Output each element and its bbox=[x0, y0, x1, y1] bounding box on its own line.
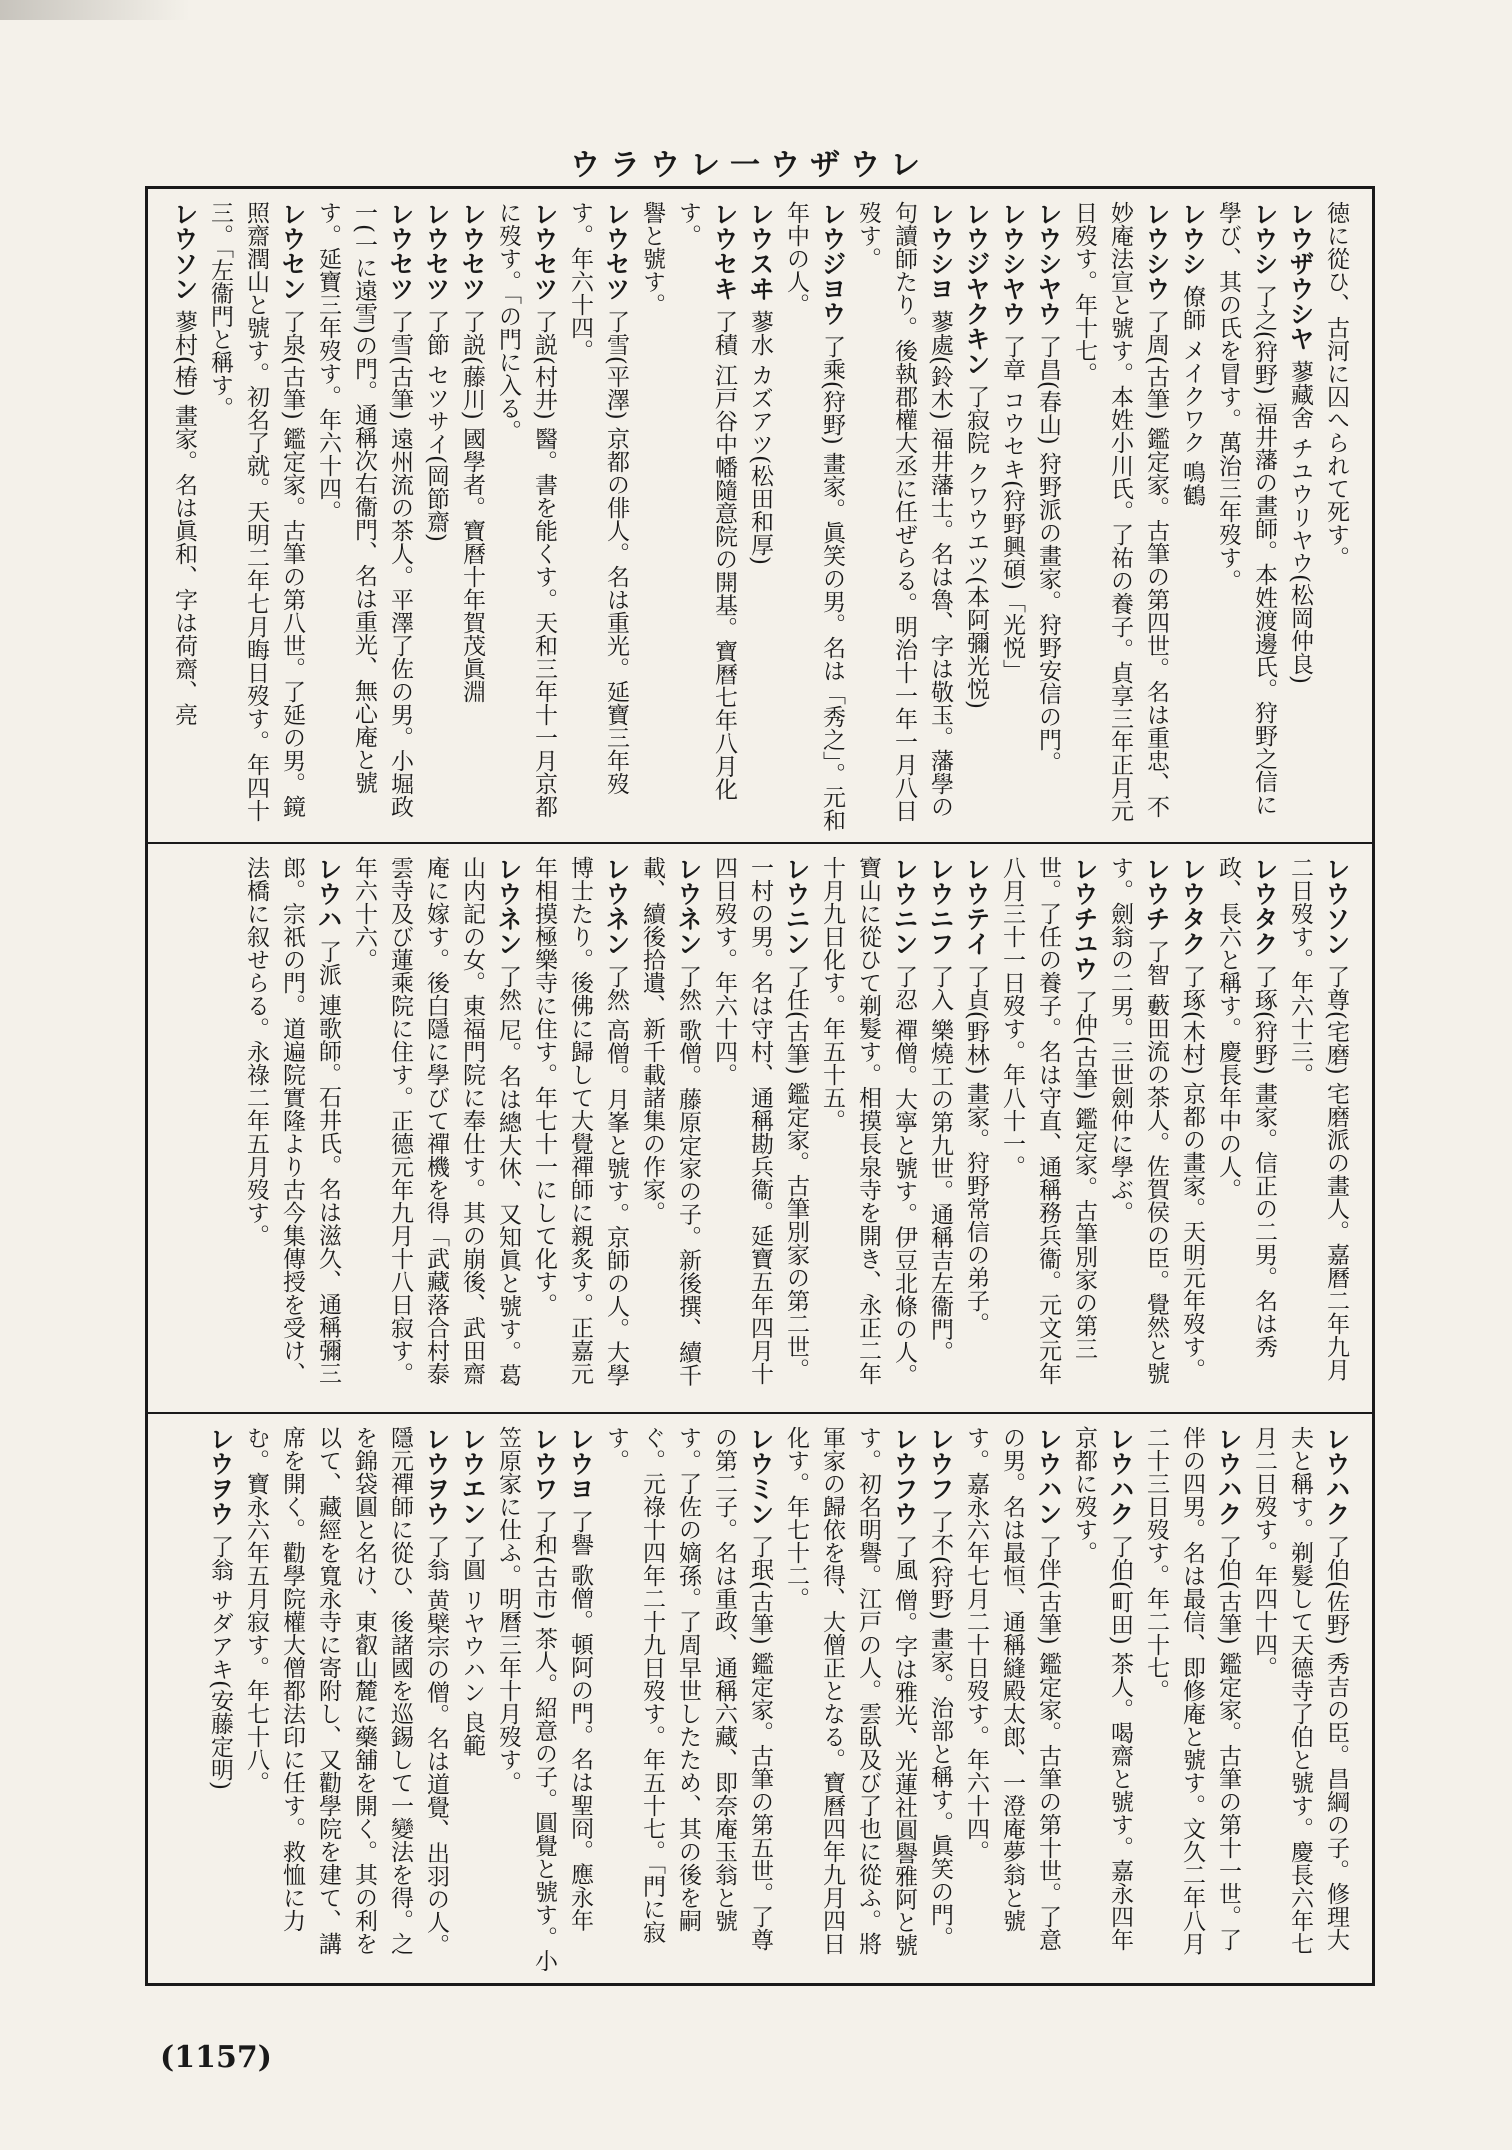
section-bottom bbox=[148, 1414, 1372, 1983]
entry-headword: レウニン bbox=[782, 856, 811, 965]
dictionary-entry bbox=[454, 1426, 490, 1973]
entry-headword: レウハン bbox=[1034, 1426, 1063, 1535]
dictionary-entry bbox=[310, 201, 418, 832]
entry-headword: レウタク bbox=[1250, 856, 1279, 965]
dictionary-entry bbox=[454, 201, 490, 832]
section-middle bbox=[148, 844, 1372, 1414]
entry-text: 了珉(古筆) 鑑定家。古筆の第五世。了尊の第二子。名は重政、通稱六藏、即奈庵玉翁と號す。了佐の嫡孫。了周早世したため、其の後を嗣ぐ。元祿十四年二十九日歿す。年五十七。「門に寂す。 bbox=[603, 1426, 773, 1951]
entry-text: 了仲(古筆) 鑑定家。古筆別家の第三世。了任の養子。名は守直、通稱務兵衞。元文元年八月三十一日歿す。年八十一。 bbox=[999, 856, 1097, 1385]
dictionary-entry bbox=[670, 201, 742, 832]
entry-headword: レウニン bbox=[890, 856, 919, 965]
entry-text: 了派 連歌師。石井氏。名は滋久、通稱彌三郎。宗祇の門。道遍院實隆より古今集傳授を受け、法橋に叙せらる。永祿二年五月歿す。 bbox=[243, 856, 341, 1385]
entry-text: 了然 高僧。月峯と號す。京師の人。大學博士たり。後佛に歸して大覺禪師に親炙す。正嘉元年相摸極樂寺に住す。年七十一にして化す。 bbox=[531, 856, 629, 1387]
entry-text: 蓼村(椿) 畫家。名は眞和、字は荷齋、亮 bbox=[171, 309, 197, 726]
entry-headword: レウテイ bbox=[962, 856, 991, 965]
entry-headword: レウザウシヤ bbox=[1286, 201, 1315, 360]
dictionary-entry bbox=[922, 1426, 958, 1973]
entry-text: 了和(古市) 茶人。紹意の子。圓覺と號す。小笠原家に仕ふ。明曆三年十月歿す。 bbox=[495, 1426, 557, 1972]
entry-text: 了不(狩野) 畫家。治部と稱す。眞笑の門。 bbox=[927, 1509, 953, 1949]
entry-headword: レウチユウ bbox=[1070, 856, 1099, 990]
dictionary-entry bbox=[994, 201, 1030, 832]
entry-headword: レウジヨウ bbox=[818, 201, 847, 335]
entry-headword: レウヨ bbox=[566, 1426, 595, 1510]
entry-text: 了風 僧。字は雅光、光蓮社圓譽雅阿と號す。初名明譽。江戸の人。雲臥及び了也に從ふ。將軍家の歸依を得、大僧正となる。寶曆四年九月四日化す。年七十二。 bbox=[783, 1426, 917, 1957]
dictionary-entry bbox=[1066, 1426, 1138, 1973]
dictionary-entry bbox=[1102, 856, 1174, 1402]
entry-text: 了琢(狩野) 畫家。信正の二男。名は秀政、長六と稱す。慶長年中の人。 bbox=[1215, 856, 1277, 1358]
dictionary-entry bbox=[994, 856, 1102, 1402]
entry-headword: レウソン bbox=[170, 201, 199, 310]
entry-text: 了智 藪田流の茶人。佐賀侯の臣。覺然と號す。劍翁の二男。三世劍仲に學ぶ。 bbox=[1107, 856, 1169, 1385]
dictionary-entry bbox=[742, 201, 778, 832]
entry-text: 了琢(木村) 京都の畫家。天明元年歿す。 bbox=[1179, 964, 1205, 1381]
dictionary-entry bbox=[634, 856, 706, 1402]
entry-headword: レウシヨ bbox=[926, 201, 955, 310]
entry-text: 了任(古筆) 鑑定家。古筆別家の第二世。一村の男。名は守村、通稱勘兵衞。延寶五年四月十四日歿す。年六十四。 bbox=[711, 856, 809, 1385]
entry-text: 了周(古筆) 鑑定家。古筆の第四世。名は重忠、不妙庵法宣と號す。本姓小川氏。了祐の養子。貞享三年正月元日歿す。年十七。 bbox=[1071, 201, 1169, 822]
entry-headword: レウミン bbox=[746, 1426, 775, 1535]
dictionary-entry bbox=[1282, 856, 1354, 1402]
entry-headword: レウシヤウ bbox=[998, 201, 1027, 335]
dictionary-entry bbox=[1318, 201, 1354, 832]
entry-headword: レウシウ bbox=[1142, 201, 1171, 310]
entry-headword: レウハク bbox=[1214, 1426, 1243, 1535]
entry-text: 蓼藏舍 チユウリヤウ(松岡仲良) bbox=[1287, 359, 1313, 684]
dictionary-entry bbox=[1138, 1426, 1246, 1973]
scan-edge-shadow bbox=[0, 0, 190, 20]
entry-text: 了説(藤川) 國學者。寶曆十年賀茂眞淵 bbox=[459, 309, 485, 703]
dictionary-entry bbox=[1210, 856, 1282, 1402]
entry-headword: レウニフ bbox=[926, 856, 955, 965]
entry-headword: レウセキ bbox=[710, 201, 739, 310]
dictionary-entry bbox=[1030, 201, 1066, 832]
dictionary-entry bbox=[490, 1426, 562, 1973]
entry-text: 了積 江戸谷中幡隨意院の開基。寶曆七年八月化す。 bbox=[675, 201, 737, 801]
entry-text: 了忍 禪僧。大寧と號す。伊豆北條の人。寶山に從ひて剃髮す。相摸長泉寺を開き、永正二年十月九日化す。年五十五。 bbox=[819, 856, 917, 1387]
entry-text: 了翁 サダアキ(安藤定明) bbox=[207, 1534, 233, 1790]
entry-headword: レウシ bbox=[1250, 201, 1279, 285]
dictionary-entry bbox=[202, 1426, 238, 1973]
entry-headword: レウシ bbox=[1178, 201, 1207, 285]
entry-text: 了雪(古筆) 遠州流の茶人。平澤了佐の男。小堀政一(一に遠雪)の門。通稱次右衞門、名は重光、無心庵と號す。延寶三年歿す。年六十四。 bbox=[315, 201, 413, 818]
page-number: (1157) bbox=[160, 2040, 272, 2075]
dictionary-entry bbox=[958, 856, 994, 1402]
entry-text: 了章 コウセキ(狩野興碩)「光悦」 bbox=[999, 334, 1025, 682]
entry-text: 了雪(平澤) 京都の俳人。名は重光。延寶三年歿す。年六十四。 bbox=[567, 201, 629, 795]
entry-text: 了伯(町田) 茶人。喝齋と號す。嘉永四年京都に歿す。 bbox=[1071, 1426, 1133, 1951]
entry-text: 了入 樂燒工の第九世。通稱吉左衞門。 bbox=[927, 964, 953, 1364]
dictionary-entry bbox=[634, 201, 670, 832]
entry-headword: レウセツ bbox=[458, 201, 487, 310]
entry-text: 了泉(古筆) 鑑定家。古筆の第八世。了延の男。鏡照齋潤山と號す。初名了就。天明二年七月晦日歿す。年四十三。「左衞門と稱す。 bbox=[207, 201, 305, 822]
dictionary-entry bbox=[202, 201, 310, 832]
dictionary-entry bbox=[778, 201, 850, 832]
entry-headword: レウセツ bbox=[422, 201, 451, 310]
entry-headword: レウネン bbox=[494, 856, 523, 965]
entry-text: 譽と號す。 bbox=[639, 201, 665, 316]
dictionary-entry bbox=[850, 201, 958, 832]
dictionary-entry bbox=[166, 201, 202, 832]
dictionary-entry bbox=[238, 856, 346, 1402]
entry-text: 了圓 リヤウハン 良範 bbox=[459, 1534, 485, 1757]
page-header: ウラウレ一ウザウレ bbox=[570, 148, 930, 183]
entry-text: 蓼處(鈴木) 福井藩士。名は魯、字は敬玉。藩學の句讀師たり。後執郡權大丞に任ぜらる。明治十一年一月八日歿す。 bbox=[855, 201, 953, 822]
dictionary-entry bbox=[562, 1426, 598, 1973]
section-top bbox=[148, 189, 1372, 844]
dictionary-entry bbox=[1210, 201, 1282, 832]
entry-headword: レウハク bbox=[1106, 1426, 1135, 1535]
entry-text: 了然 歌僧。藤原定家の子。新後撰、續千載、續後拾遺、新千載諸集の作家。 bbox=[639, 856, 701, 1387]
entry-headword: レウタク bbox=[1178, 856, 1207, 965]
entry-headword: レウセツ bbox=[602, 201, 631, 310]
entry-text: 了譽 歌僧。頓阿の門。名は聖冏。應永年 bbox=[567, 1509, 593, 1932]
entry-text: 了貞(野林) 畫家。狩野常信の弟子。 bbox=[963, 964, 989, 1335]
entry-headword: レウソン bbox=[1322, 856, 1351, 965]
dictionary-entry bbox=[490, 201, 562, 832]
dictionary-entry bbox=[418, 201, 454, 832]
dictionary-entry bbox=[706, 856, 814, 1402]
entry-headword: レウエン bbox=[458, 1426, 487, 1535]
dictionary-entry bbox=[526, 856, 634, 1402]
entry-headword: レウハク bbox=[1322, 1426, 1351, 1535]
entry-headword: レウネン bbox=[674, 856, 703, 965]
entry-text: 了乘(狩野) 畫家。眞笑の男。名は「秀之」。元和年中の人。 bbox=[783, 201, 845, 832]
entry-text: 徳に從ひ、古河に囚へられて死す。 bbox=[1323, 201, 1349, 569]
dictionary-entry bbox=[778, 1426, 922, 1973]
entry-text: 了説(村井) 醫。書を能くす。天和三年十一月京都に歿す。「の門に入る。 bbox=[495, 201, 557, 818]
entry-headword: レウフウ bbox=[890, 1426, 919, 1535]
entry-text: 了尊(宅磨) 宅磨派の畫人。嘉曆二年九月二日歿す。年六十三。 bbox=[1287, 856, 1349, 1381]
entry-text: 了伯(古筆) 鑑定家。古筆の第十一世。了伴の四男。名は最信、即修庵と號す。文久二年八月二十三日歿す。年二十七。 bbox=[1143, 1426, 1241, 1955]
entry-headword: レウヲウ bbox=[422, 1426, 451, 1535]
dictionary-entry bbox=[814, 856, 922, 1402]
dictionary-entry bbox=[958, 201, 994, 832]
entry-text: 僚師 メイクワク 鳴鶴 bbox=[1179, 284, 1205, 507]
entry-text: 了節 セツサイ(岡節齋) bbox=[423, 309, 449, 542]
entry-headword: レウネン bbox=[602, 856, 631, 965]
entry-text: 了之(狩野) 福井藩の畫師。本姓渡邊氏。狩野之信に學び、其の氏を冒す。萬治三年歿す。 bbox=[1215, 201, 1277, 816]
entry-headword: レウフ bbox=[926, 1426, 955, 1510]
entry-text: 了寂院 クワウエツ(本阿彌光悦) bbox=[963, 384, 989, 709]
dictionary-entry bbox=[1066, 201, 1174, 832]
entry-headword: レウセツ bbox=[530, 201, 559, 310]
entry-headword: レウチ bbox=[1142, 856, 1171, 940]
dictionary-entry bbox=[1246, 1426, 1354, 1973]
entry-headword: レウシヤウ bbox=[1034, 201, 1063, 335]
dictionary-entry bbox=[922, 856, 958, 1402]
entry-text: 了然 尼。名は總大休、又知眞と號す。葛山内記の女。東福門院に奉仕す。其の崩後、武田齋庵に嫁す。後白隱に學びて禪機を得「武藏落合村泰雲寺及び蓮乘院に住す。正德元年九月十八日寂す。年六十六。 bbox=[351, 856, 521, 1387]
dictionary-entry bbox=[1282, 201, 1318, 832]
entry-text: 蓼水 カズアツ(松田和厚) bbox=[747, 309, 773, 565]
entry-text: 了伴(古筆) 鑑定家。古筆の第十世。了意の男。名は最恒、通稱縫殿太郎、一澄庵夢翁と號す。嘉永六年七月二十日歿す。年六十四。 bbox=[963, 1426, 1061, 1951]
dictionary-entry bbox=[598, 1426, 778, 1973]
entry-text: 了昌(春山) 狩野派の畫家。狩野安信の門。 bbox=[1035, 334, 1061, 774]
dictionary-entry bbox=[562, 201, 634, 832]
dictionary-frame bbox=[145, 186, 1375, 1986]
dictionary-entry bbox=[238, 1426, 454, 1973]
entry-headword: レウセツ bbox=[386, 201, 415, 310]
entry-text: 了翁 黄檗宗の僧。名は道覺、出羽の人。隱元禪師に從ひ、後諸國を巡錫して一變法を得。之を錦袋圓と名け、東叡山麓に藥舖を開く。其の利を以て、藏經を寬永寺に寄附し、又勸學院を建て、講席を開く。勸學院權大僧都法印に任す。救恤に力む。寶永六年五月寂す。年七十八。 bbox=[243, 1426, 449, 1957]
dictionary-entry bbox=[958, 1426, 1066, 1973]
entry-headword: レウセン bbox=[278, 201, 307, 310]
entry-headword: レウワ bbox=[530, 1426, 559, 1510]
entry-headword: レウハ bbox=[314, 856, 343, 940]
entry-headword: レウヲウ bbox=[206, 1426, 235, 1535]
dictionary-entry bbox=[1174, 201, 1210, 832]
dictionary-entry bbox=[346, 856, 526, 1402]
entry-text: 了伯(佐野) 秀吉の臣。昌綱の子。修理大夫と稱す。剃髮して天德寺了伯と號す。慶長六年七月二日歿す。年四十四。 bbox=[1251, 1426, 1349, 1955]
entry-headword: レウジヤクキン bbox=[962, 201, 991, 385]
dictionary-entry bbox=[1174, 856, 1210, 1402]
entry-headword: レウスヰ bbox=[746, 201, 775, 310]
